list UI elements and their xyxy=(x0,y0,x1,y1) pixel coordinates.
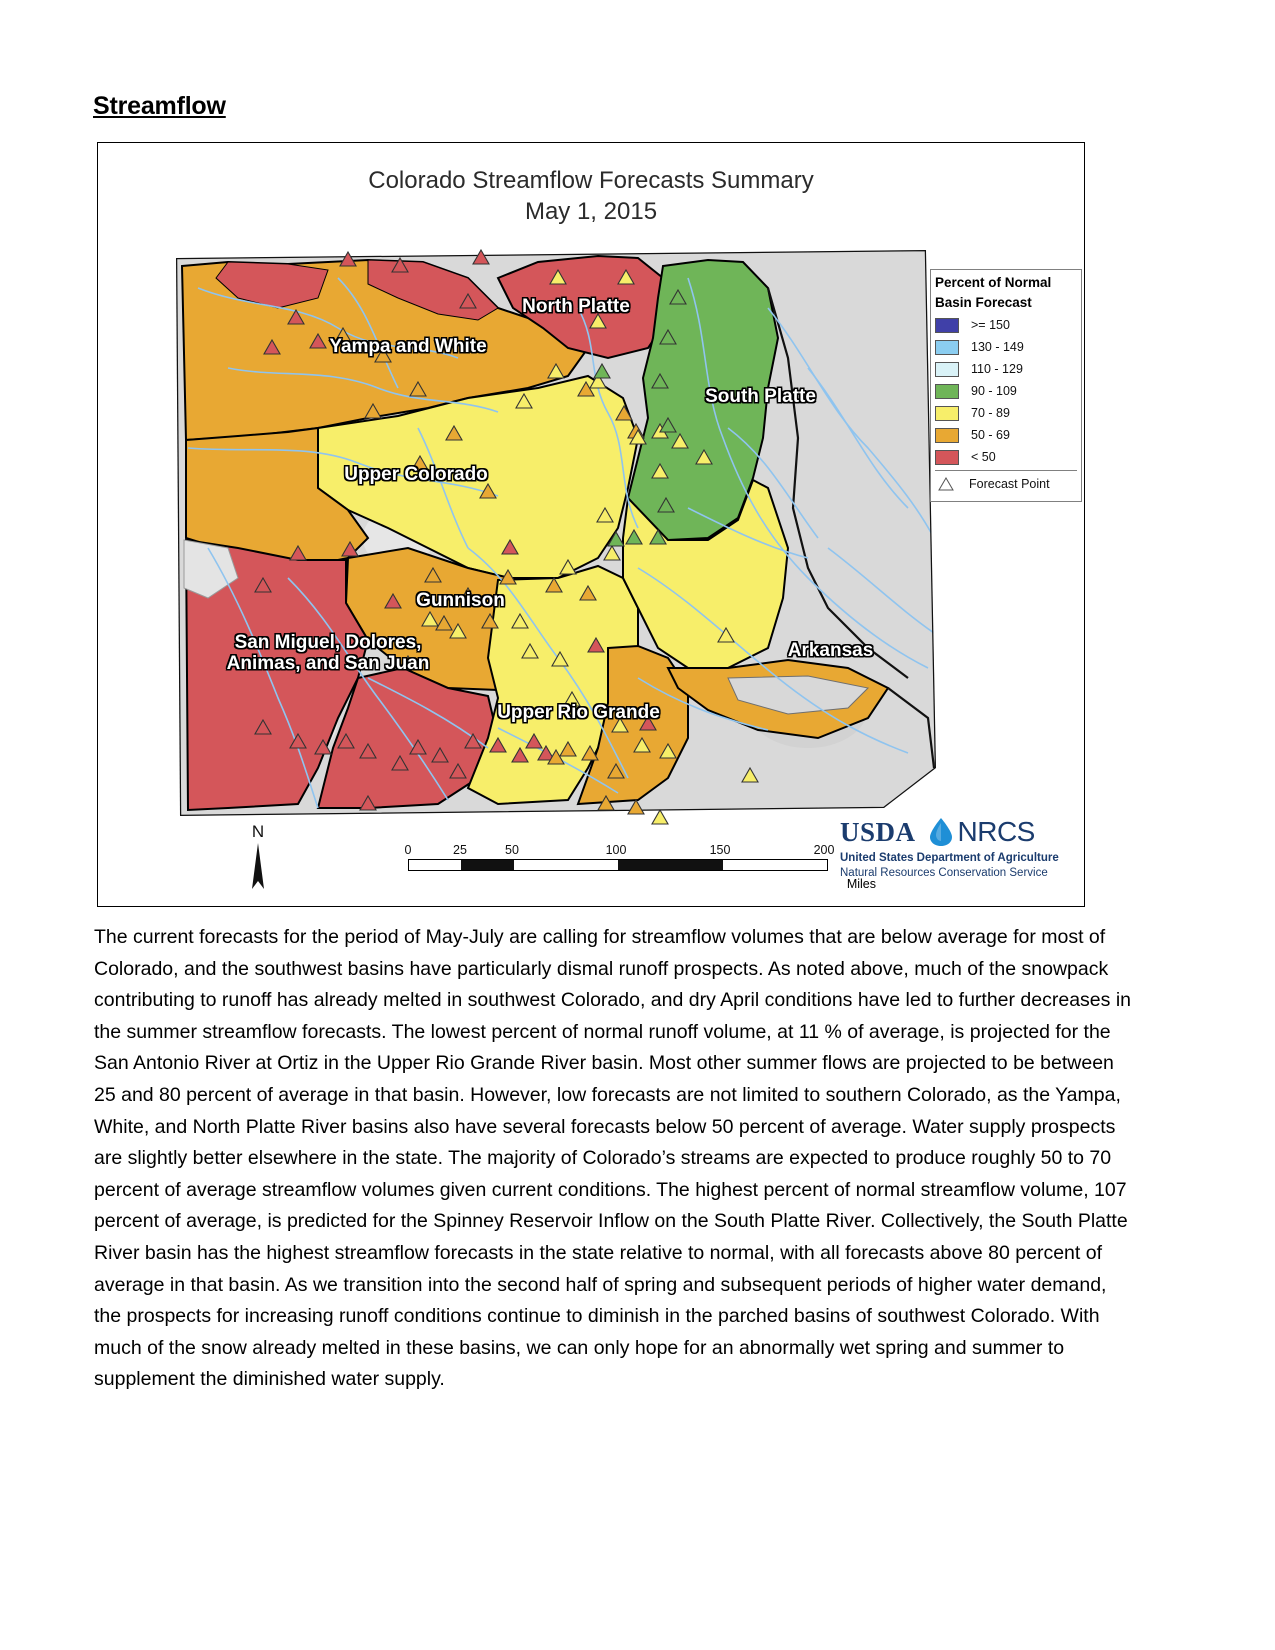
scale-bar-ticks xyxy=(404,843,835,859)
figure-title xyxy=(98,165,1084,227)
scale-tick-150: 150 xyxy=(709,843,731,857)
logo-top-row xyxy=(840,815,1065,849)
legend-row-lt-50 xyxy=(935,446,1077,468)
basin-label-south-platte: South Platte xyxy=(705,386,816,407)
nrcs-agency-line: Natural Resources Conservation Service xyxy=(840,867,1048,879)
scale-tick-100: 100 xyxy=(605,843,627,857)
legend-swatch-ge-150 xyxy=(935,318,959,333)
page-title: Streamflow xyxy=(93,92,226,120)
legend-label-50-69: 50 - 69 xyxy=(971,428,1010,442)
scale-tick-50: 50 xyxy=(505,843,519,857)
legend-label-110-129: 110 - 129 xyxy=(971,362,1023,376)
nrcs-wordmark: NRCS xyxy=(957,816,1035,847)
basin-label-arkansas: Arkansas xyxy=(787,640,874,661)
legend-swatch-70-89 xyxy=(935,406,959,421)
scale-tick-0: 0 xyxy=(404,843,412,857)
streamflow-forecast-figure xyxy=(97,142,1085,907)
figure-title-line1: Colorado Streamflow Forecasts Summary xyxy=(368,167,814,194)
scale-seg-4 xyxy=(618,860,723,870)
legend-title-line2: Basin Forecast xyxy=(935,295,1032,310)
legend-label-130-149: 130 - 149 xyxy=(971,340,1024,354)
legend-row-90-109 xyxy=(935,380,1077,402)
basin-label-line1: San Miguel, Dolores, xyxy=(234,632,422,653)
legend-row-130-149 xyxy=(935,336,1077,358)
basin-label-north-platte: North Platte xyxy=(522,296,630,317)
basin-label-upper-rio-grande: Upper Rio Grande xyxy=(497,702,660,723)
legend-row-ge-150 xyxy=(935,314,1077,336)
scale-seg-1 xyxy=(409,860,461,870)
scale-seg-2 xyxy=(461,860,513,870)
scale-tick-25: 25 xyxy=(453,843,467,857)
legend-label-forecast-point: Forecast Point xyxy=(969,477,1050,491)
legend-swatch-130-149 xyxy=(935,340,959,355)
north-arrow xyxy=(238,823,278,898)
legend-label-70-89: 70 - 89 xyxy=(971,406,1010,420)
basin-label-line2: Animas, and San Juan xyxy=(226,653,430,674)
figure-title-line2: May 1, 2015 xyxy=(524,198,658,225)
legend-label-90-109: 90 - 109 xyxy=(971,384,1017,398)
forecast-point-icon xyxy=(935,477,957,492)
legend-swatch-50-69 xyxy=(935,428,959,443)
map-legend xyxy=(930,269,1082,502)
legend-title-line1: Percent of Normal xyxy=(935,275,1052,290)
colorado-map[interactable] xyxy=(168,248,938,828)
legend-row-50-69 xyxy=(935,424,1077,446)
legend-row-forecast-point xyxy=(935,470,1077,495)
legend-row-70-89 xyxy=(935,402,1077,424)
basin-label-upper-colorado: Upper Colorado xyxy=(344,464,488,485)
basin-label-yampa-and-white: Yampa and White xyxy=(329,336,487,357)
scale-bar xyxy=(404,843,876,891)
legend-label-lt-50: < 50 xyxy=(971,450,996,464)
usda-agency-line: United States Department of Agriculture xyxy=(840,852,1059,864)
north-arrow-label: N xyxy=(251,822,265,841)
north-arrow-icon xyxy=(245,841,271,893)
basin-label-gunnison: Gunnison xyxy=(416,590,505,611)
water-drop-icon xyxy=(928,817,954,847)
usda-wordmark: USDA xyxy=(840,817,916,847)
legend-swatch-lt-50 xyxy=(935,450,959,465)
usda-nrcs-logo xyxy=(840,815,1065,881)
legend-label-ge-150: >= 150 xyxy=(971,318,1010,332)
map-graphic xyxy=(168,248,938,828)
scale-seg-5 xyxy=(723,860,828,870)
scale-bar-segments xyxy=(408,859,828,871)
legend-row-110-129 xyxy=(935,358,1077,380)
scale-seg-3 xyxy=(514,860,619,870)
body-paragraph: The current forecasts for the period of May-July are calling for streamflow volumes that are below average for most of Colorado, and the southwest basins have particularly dismal runoff prospects. As noted above, much of the snowpack contributing to runoff has already melted in southwest Colorado, and dry April conditions have led to further decreases in the summer streamflow forecasts. The lowest percent of normal runoff volume, at 11 % of average, is projected for the San Antonio River at Ortiz in the Upper Rio Grande River basin. Most other summer flows are projected to be between 25 and 80 percent of average in that basin. However, low forecasts are not limited to southern Colorado, as the Yampa, White, and North Platte River basins also have several forecasts below 50 percent of average. Water supply prospects are slightly better elsewhere in the state. The majority of Colorado’s streams are expected to produce roughly 50 to 70 percent of average streamflow volumes given current conditions. The highest percent of normal streamflow volume, 107 percent of average, is predicted for the Spinney Reservoir Inflow on the South Platte River. Collectively, the South Platte River basin has the highest streamflow forecasts in the state relative to normal, with all forecasts above 80 percent of average in that basin. As we transition into the second half of spring and subsequent periods of higher water demand, the prospects for increasing runoff conditions continue to diminish in the parched basins of southwest Colorado. With much of the snow already melted in these basins, we can only hope for an abnormally wet spring and summer to supplement the diminished water supply. xyxy=(94,926,1131,1391)
legend-swatch-90-109 xyxy=(935,384,959,399)
legend-swatch-110-129 xyxy=(935,362,959,377)
scale-bar-unit: Miles xyxy=(846,877,876,891)
scale-tick-200: 200 xyxy=(813,843,835,857)
